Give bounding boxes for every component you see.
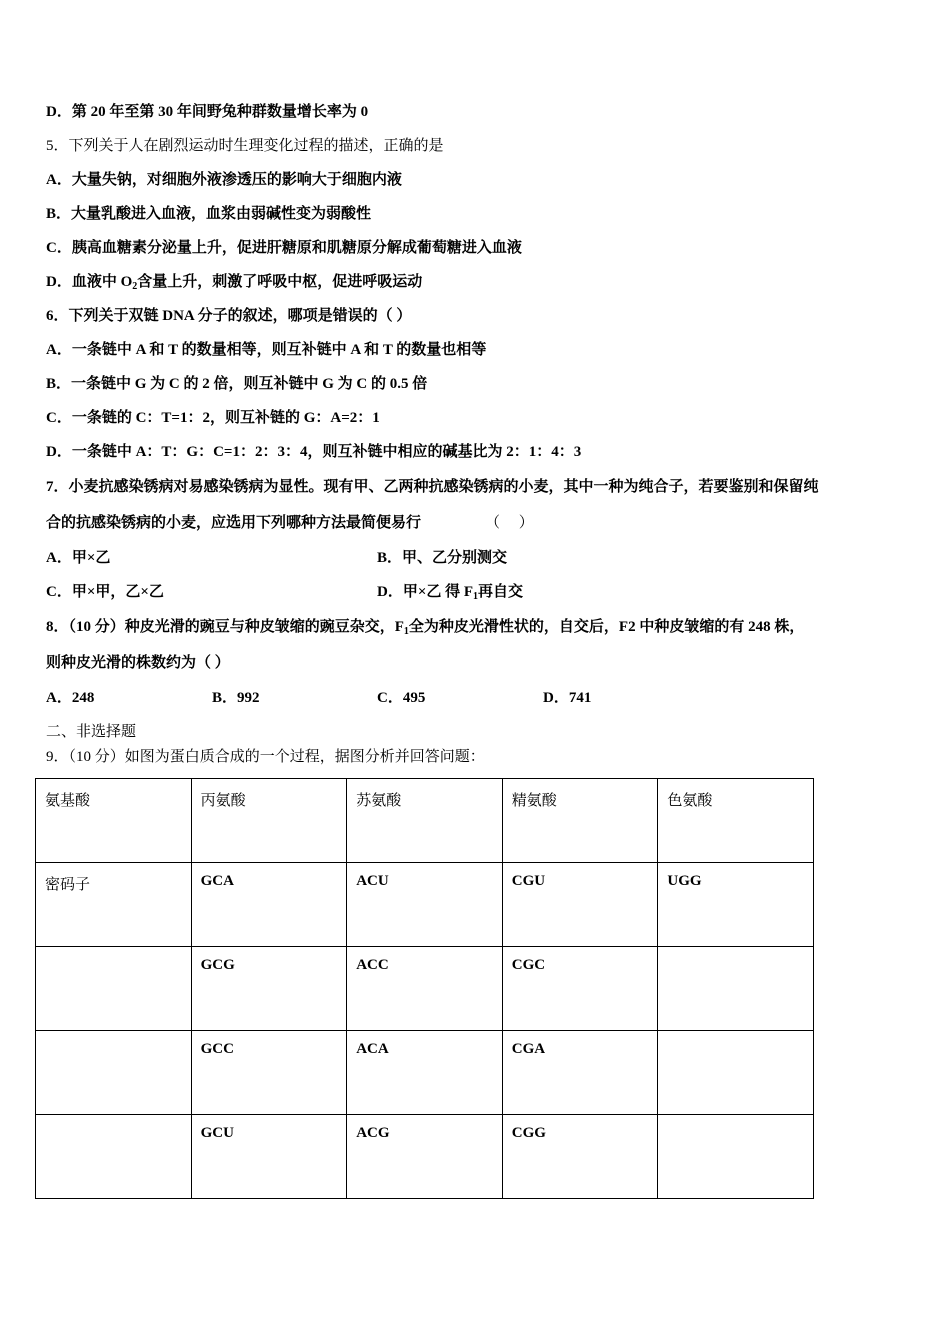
- table-cell: GCG: [191, 947, 347, 1031]
- q8-stem-line1: [46, 617, 804, 637]
- q8-stem-post: 全为种皮光滑性状的，自交后，F2 中种皮皱缩的有 248 株，: [408, 619, 805, 635]
- q7-option-c: C．甲×甲，乙×乙: [46, 584, 164, 600]
- table-row: [36, 1031, 814, 1115]
- table-row: [36, 863, 814, 947]
- table-cell: [36, 1031, 192, 1115]
- q5-option-d: [46, 272, 422, 292]
- q7-option-d: [377, 582, 523, 602]
- q6-option-c: C．一条链的 C：T=1：2，则互补链的 G：A=2：1: [46, 410, 380, 426]
- q8-stem-pre: 8．（10 分）种皮光滑的豌豆与种皮皱缩的豌豆杂交，F: [46, 619, 404, 635]
- q7-stem-line2: [46, 513, 534, 533]
- table-cell: CGU: [502, 863, 658, 947]
- table-cell: ACC: [347, 947, 503, 1031]
- q7-option-d-post: 再自交: [478, 584, 524, 600]
- table-cell: [658, 1031, 814, 1115]
- q8-stem-line2: 则种皮光滑的株数约为（ ）: [46, 655, 230, 671]
- table-cell: ACG: [347, 1115, 503, 1199]
- q7-answer-bracket: （ ）: [485, 515, 534, 531]
- table-cell: CGA: [502, 1031, 658, 1115]
- q8-stem-sub: 1: [403, 626, 409, 637]
- table-cell: UGG: [658, 863, 814, 947]
- table-cell: ACU: [347, 863, 503, 947]
- q6-option-b: B．一条链中 G 为 C 的 2 倍，则互补链中 G 为 C 的 0.5 倍: [46, 376, 428, 392]
- table-cell: ACA: [347, 1031, 503, 1115]
- table-cell: [658, 1115, 814, 1199]
- q4-option-d: D．第 20 年至第 30 年间野兔种群数量增长率为 0: [46, 104, 369, 120]
- table-cell: GCA: [191, 863, 347, 947]
- q8-option-b: B．992: [212, 690, 260, 706]
- q7-option-b: B．甲、乙分别测交: [377, 550, 508, 566]
- q5-option-d-sub: 2: [132, 281, 138, 292]
- table-row: [36, 1115, 814, 1199]
- q7-option-d-sub: 1: [473, 591, 479, 602]
- table-cell: [658, 947, 814, 1031]
- q5-stem: [46, 136, 444, 156]
- q7-stem-text: 合的抗感染锈病的小麦，应选用下列哪种方法最简便易行: [46, 515, 422, 531]
- q6-option-a: A．一条链中 A 和 T 的数量相等，则互补链中 A 和 T 的数量也相等: [46, 342, 487, 358]
- q5-option-d-pre: D．血液中 O: [46, 274, 133, 290]
- table-cell: GCU: [191, 1115, 347, 1199]
- q5-stem-text: 5．下列关于人在剧烈运动时生理变化过程的描述，正确的是: [46, 138, 444, 154]
- codon-table: [35, 778, 814, 1199]
- q9-stem: 9．（10 分）如图为蛋白质合成的一个过程，据图分析并回答问题：: [46, 749, 485, 765]
- q7-option-a: A．甲×乙: [46, 550, 111, 566]
- table-cell: 密码子: [36, 863, 192, 947]
- table-header-cell: 色氨酸: [658, 779, 814, 863]
- q8-option-d: D．741: [543, 690, 592, 706]
- table-header-cell: 精氨酸: [502, 779, 658, 863]
- table-cell: CGC: [502, 947, 658, 1031]
- q6-stem: 6．下列关于双链 DNA 分子的叙述，哪项是错误的（ ）: [46, 308, 412, 324]
- table-row: [36, 947, 814, 1031]
- table-cell: CGG: [502, 1115, 658, 1199]
- q7-stem-line1: 7．小麦抗感染锈病对易感染锈病为显性。现有甲、乙两种抗感染锈病的小麦，其中一种为纯合子，若要鉴别和保留纯: [46, 479, 819, 495]
- q5-option-c: C．胰高血糖素分泌量上升，促进肝糖原和肌糖原分解成葡萄糖进入血液: [46, 240, 522, 256]
- table-cell: GCC: [191, 1031, 347, 1115]
- section-2-title: 二、非选择题: [46, 724, 137, 740]
- table-cell: [36, 947, 192, 1031]
- table-header-row: [36, 779, 814, 863]
- q8-option-c: C．495: [377, 690, 426, 706]
- q5-option-d-post: 含量上升，刺激了呼吸中枢，促进呼吸运动: [137, 274, 423, 290]
- q5-option-b: B．大量乳酸进入血液，血浆由弱碱性变为弱酸性: [46, 206, 372, 222]
- table-cell: [36, 1115, 192, 1199]
- table-header-cell: 丙氨酸: [191, 779, 347, 863]
- q5-option-a: A．大量失钠，对细胞外液渗透压的影响大于细胞内液: [46, 172, 402, 188]
- q7-option-d-pre: D．甲×乙 得 F: [377, 584, 474, 600]
- q6-option-d: D．一条链中 A：T：G：C=1：2：3：4，则互补链中相应的碱基比为 2：1：4：3: [46, 444, 582, 460]
- q8-option-a: A．248: [46, 690, 95, 706]
- table-header-cell: 苏氨酸: [347, 779, 503, 863]
- table-header-cell: 氨基酸: [36, 779, 192, 863]
